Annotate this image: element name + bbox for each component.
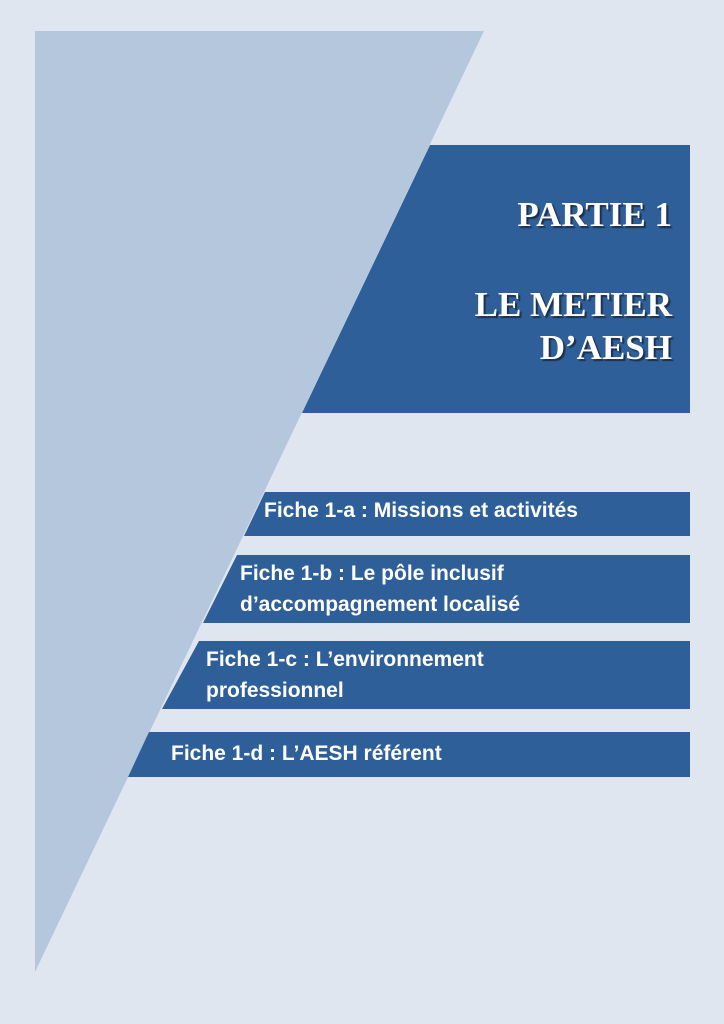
subtitle-line-2: D’AESH — [539, 328, 672, 367]
fiche-1b-label — [240, 558, 520, 620]
fiche-1a-label — [264, 495, 578, 526]
fiche-1b-line-2: d’accompagnement localisé — [240, 593, 521, 616]
title-block — [300, 145, 690, 413]
fiche-1b-line-1: Fiche 1-b : Le pôle inclusif — [240, 562, 504, 585]
fiche-1c-line-1: Fiche 1-c : L’environnement — [206, 648, 484, 671]
fiche-1a-line-1: Fiche 1-a : Missions et activités — [264, 499, 578, 522]
fiche-1c-line-2: professionnel — [206, 679, 344, 702]
subtitle-line-1: LE METIER — [474, 285, 672, 324]
fiche-1d-label — [171, 738, 442, 769]
fiche-1d-line-1: Fiche 1-d : L’AESH référent — [171, 742, 442, 765]
part-title: PARTIE 1 — [517, 195, 672, 234]
fiche-1c-label — [206, 644, 484, 706]
